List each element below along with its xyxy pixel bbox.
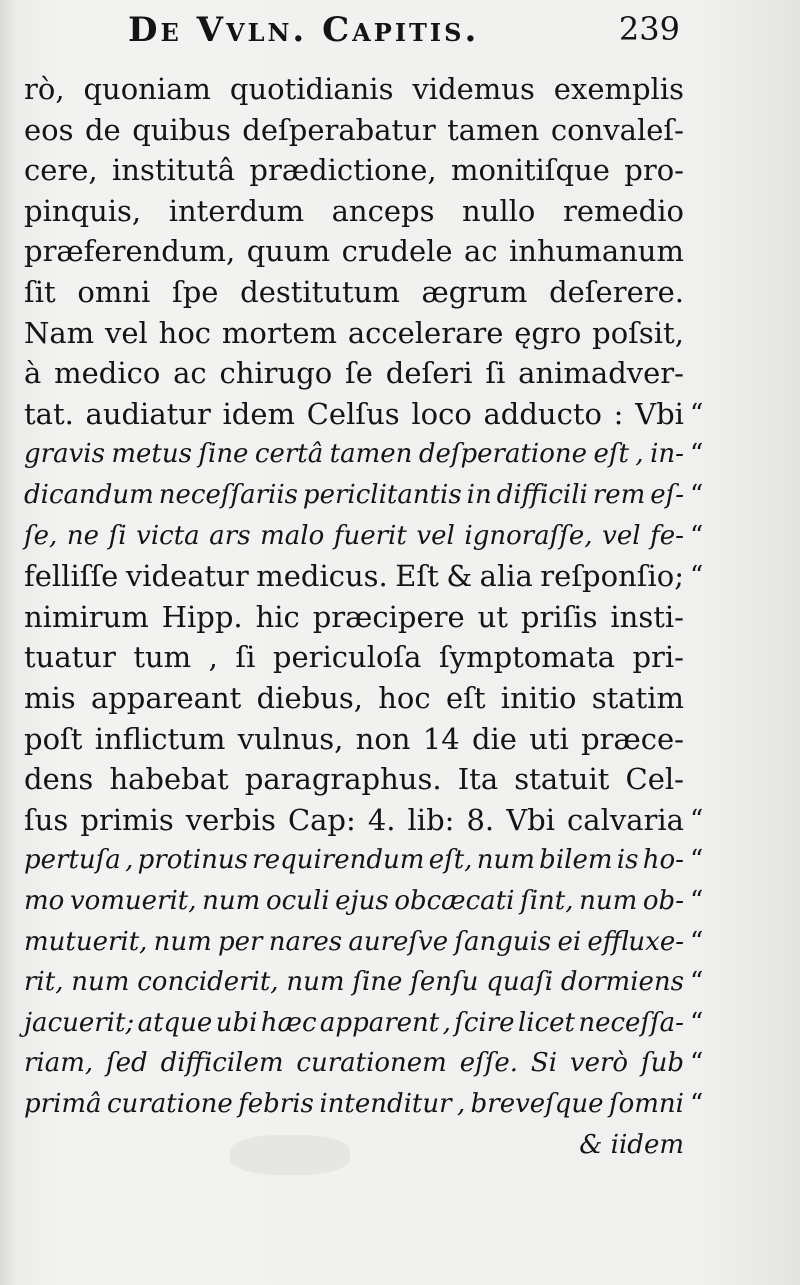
word: præferendum, [24, 234, 236, 268]
word: ſi [108, 521, 127, 551]
word: ac [173, 356, 207, 390]
word: aureſve [348, 927, 449, 957]
quote-mark: “ [690, 967, 704, 997]
quote-mark: “ [690, 1089, 704, 1119]
word: Cap: [287, 803, 356, 837]
quote-mark: “ [690, 1048, 704, 1078]
word: ei [557, 927, 582, 957]
word: deſeri [385, 356, 473, 390]
word: deſperatione [418, 439, 588, 469]
word: ſint, [520, 886, 574, 916]
word: Celſus [306, 397, 400, 431]
word: cere, [24, 153, 98, 187]
word: 4. [367, 803, 396, 837]
word: tat. [24, 397, 74, 431]
word: certâ [254, 439, 324, 469]
word: , [635, 439, 644, 469]
word: crudele [341, 234, 453, 268]
word: num [579, 886, 638, 916]
running-title: De Vvln. Capitis. [128, 10, 480, 50]
word: ob- [642, 886, 684, 916]
word: atque [137, 1008, 213, 1038]
word: ſi [235, 640, 256, 674]
word: apparent [319, 1008, 440, 1038]
word: quoniam [83, 72, 211, 106]
word: rò, [24, 72, 65, 106]
word: rem [592, 480, 646, 510]
word: ſit [24, 275, 56, 309]
word: licet [517, 1008, 575, 1038]
word: ut [477, 600, 508, 634]
word: Nam [24, 316, 95, 350]
word: initio [500, 681, 577, 715]
word: tamen [447, 113, 540, 147]
text-line [24, 1083, 684, 1125]
word: num [153, 927, 212, 957]
text-line [24, 271, 684, 313]
word: præcipere [312, 600, 465, 634]
word: hæc [260, 1008, 317, 1038]
catchword: & iidem [579, 1130, 684, 1160]
quote-mark: “ [690, 886, 704, 916]
word: fuerit [333, 521, 407, 551]
word: in- [650, 439, 684, 469]
word: , [442, 1008, 451, 1038]
word: à [24, 356, 42, 390]
word: Vbi [506, 803, 555, 837]
quote-mark: “ [690, 845, 704, 875]
text-line [24, 758, 684, 800]
word: bilem [539, 845, 613, 875]
word: primâ [24, 1089, 102, 1119]
text-line [24, 149, 684, 191]
word: ſcire [454, 1008, 515, 1038]
word: ne [66, 521, 100, 551]
word: videmus [412, 72, 535, 106]
word: adducto [483, 397, 602, 431]
word: victa [136, 521, 200, 551]
text-line [24, 555, 684, 597]
quote-mark: “ [690, 927, 704, 957]
quote-mark: “ [690, 561, 704, 591]
word: verbis [185, 803, 276, 837]
word: 14 [422, 722, 460, 756]
word: felliſſe [24, 559, 119, 593]
word: loco [411, 397, 472, 431]
word: poſt [24, 722, 83, 756]
word: oculi [265, 886, 330, 916]
word: nares [268, 927, 343, 957]
word: quibus [132, 113, 231, 147]
word: , [125, 845, 134, 875]
word: eſ- [650, 480, 684, 510]
word: hoc [158, 316, 212, 350]
word: vel [602, 521, 641, 551]
word: neceſſa- [578, 1008, 684, 1038]
word: obcæcati [394, 886, 515, 916]
word: die [471, 722, 517, 756]
word: idem [222, 397, 296, 431]
word: effluxe- [587, 927, 684, 957]
word: periculoſa [272, 640, 422, 674]
word: ſanguis [454, 927, 552, 957]
word: ægrum [421, 275, 528, 309]
text-line [24, 474, 684, 516]
word: breveſque [470, 1089, 604, 1119]
word: & [446, 559, 473, 593]
word: is [616, 845, 639, 875]
word: Vbi [635, 397, 684, 431]
word: uti [529, 722, 569, 756]
word: convaleſ- [550, 113, 684, 147]
word: quaſi [486, 967, 554, 997]
word: diebus, [256, 681, 363, 715]
text-line [24, 677, 684, 719]
word: ſymptomata [438, 640, 615, 674]
word: monitiſque [450, 153, 610, 187]
text-line [24, 393, 684, 435]
word: nullo [462, 194, 536, 228]
word: vel [416, 521, 455, 551]
word: hoc [378, 681, 431, 715]
word: prædictione, [249, 153, 437, 187]
word: ſe, [24, 521, 58, 551]
word: num [286, 967, 345, 997]
word: destitutum [240, 275, 400, 309]
word: paragraphus. [244, 762, 442, 796]
word: fe- [650, 521, 684, 551]
word: ac [464, 234, 498, 268]
word: inflictum [94, 722, 226, 756]
text-line [24, 839, 684, 881]
word: 8. [466, 803, 495, 837]
word: statuit [514, 762, 610, 796]
word: , [208, 640, 218, 674]
word: ſomni [608, 1089, 684, 1119]
word: intenditur [319, 1089, 452, 1119]
word: requirendum [252, 845, 425, 875]
word: eos [24, 113, 74, 147]
word: reſponſio; [540, 559, 684, 593]
word: quotidianis [229, 72, 394, 106]
word: habebat [109, 762, 229, 796]
word: primis [80, 803, 174, 837]
word: lib: [407, 803, 455, 837]
word: deſperabatur [242, 113, 436, 147]
word: malo [260, 521, 325, 551]
text-line [24, 312, 684, 354]
text-line [24, 799, 684, 841]
word: ſenſu [410, 967, 479, 997]
word: pertuſa [24, 845, 121, 875]
text-line [24, 921, 684, 963]
word: eſt, [428, 845, 473, 875]
word: pro- [624, 153, 684, 187]
word: num [71, 967, 130, 997]
word: neceſſariis [158, 480, 298, 510]
word: Cel- [625, 762, 684, 796]
word: quum [246, 234, 331, 268]
text-line [24, 109, 684, 151]
word: ſus [24, 803, 69, 837]
word: conciderit, [137, 967, 279, 997]
word: ſine [352, 967, 403, 997]
word: vulnus, [237, 722, 344, 756]
word: tum [133, 640, 192, 674]
text-line [24, 1002, 684, 1044]
word: de [84, 113, 121, 147]
word: rit, [24, 967, 64, 997]
word: curationem [296, 1048, 447, 1078]
text-line [24, 880, 684, 922]
word: , [456, 1089, 466, 1119]
word: pri- [632, 640, 684, 674]
word: poſsit, [592, 316, 684, 350]
word: tuatur [24, 640, 116, 674]
word: ſub [640, 1048, 684, 1078]
word: eſt [445, 681, 486, 715]
word: inhumanum [509, 234, 684, 268]
word: metus [111, 439, 192, 469]
text-line [24, 190, 684, 232]
text-line [24, 961, 684, 1003]
word: Hipp. [161, 600, 243, 634]
word: dormiens [560, 967, 684, 997]
word: : [613, 397, 624, 431]
text-line [24, 230, 684, 272]
word: ſe [345, 356, 373, 390]
word: ſpe [171, 275, 219, 309]
word: deſerere. [549, 275, 684, 309]
quote-mark: “ [690, 480, 704, 510]
text-line [24, 68, 684, 110]
word: statim [591, 681, 684, 715]
word: videatur [125, 559, 249, 593]
text-line [24, 1042, 684, 1084]
quote-mark: “ [690, 805, 704, 835]
word: ho- [642, 845, 684, 875]
word: animadver- [518, 356, 684, 390]
word: nimirum [24, 600, 149, 634]
word: jacuerit; [24, 1008, 135, 1038]
word: verò [569, 1048, 629, 1078]
word: in [466, 480, 492, 510]
word: mutuerit, [24, 927, 148, 957]
word: dens [24, 762, 94, 796]
word: mis [24, 681, 76, 715]
text-line [24, 636, 684, 678]
word: remedio [562, 194, 684, 228]
word: per [218, 927, 263, 957]
word: riam, [24, 1048, 94, 1078]
text-line [24, 596, 684, 638]
word: ſed [106, 1048, 148, 1078]
word: medico [54, 356, 161, 390]
word: difficili [496, 480, 588, 510]
text-line [24, 515, 684, 557]
word: febris [238, 1089, 314, 1119]
word: chirugo [219, 356, 333, 390]
word: ejus [335, 886, 389, 916]
word: periclitantis [302, 480, 462, 510]
word: priſis [520, 600, 598, 634]
word: non [355, 722, 411, 756]
word: Ita [457, 762, 499, 796]
word: hic [255, 600, 300, 634]
text-line [24, 1124, 684, 1166]
word: audiatur [85, 397, 211, 431]
word: insti- [610, 600, 684, 634]
word: calvaria [567, 803, 684, 837]
word: Si [530, 1048, 558, 1078]
word: appareant [90, 681, 242, 715]
word: gravis [24, 439, 105, 469]
word: ignoraſſe, [464, 521, 593, 551]
word: Eſt [395, 559, 439, 593]
word: num [202, 886, 261, 916]
word: omni [77, 275, 151, 309]
word: ars [209, 521, 251, 551]
word: eſt [593, 439, 629, 469]
running-head [120, 8, 680, 52]
word: exemplis [553, 72, 684, 106]
quote-mark: “ [690, 439, 704, 469]
word: num [476, 845, 535, 875]
word: dicandum [24, 480, 154, 510]
text-line [24, 352, 684, 394]
word: ęgro [514, 316, 582, 350]
word: anceps [331, 194, 435, 228]
word: vel [105, 316, 148, 350]
word: ſi [485, 356, 506, 390]
text-line [24, 718, 684, 760]
word: institutâ [112, 153, 236, 187]
word: pinquis, [24, 194, 142, 228]
word: difficilem [160, 1048, 284, 1078]
word: curatione [106, 1089, 233, 1119]
word: accelerare [347, 316, 504, 350]
word: alia [479, 559, 533, 593]
word: mo [24, 886, 65, 916]
word: eſſe. [459, 1048, 519, 1078]
word: præce- [581, 722, 684, 756]
word: interdum [168, 194, 305, 228]
word: mortem [221, 316, 338, 350]
word: ubi [215, 1008, 258, 1038]
word: ſine [198, 439, 249, 469]
text-line [24, 433, 684, 475]
word: vomuerit, [69, 886, 197, 916]
quote-mark: “ [690, 521, 704, 551]
quote-mark: “ [690, 1008, 704, 1038]
page-number: 239 [618, 10, 680, 48]
word: medicus. [256, 559, 388, 593]
word: protinus [137, 845, 248, 875]
word: tamen [329, 439, 413, 469]
quote-mark: “ [690, 399, 704, 429]
